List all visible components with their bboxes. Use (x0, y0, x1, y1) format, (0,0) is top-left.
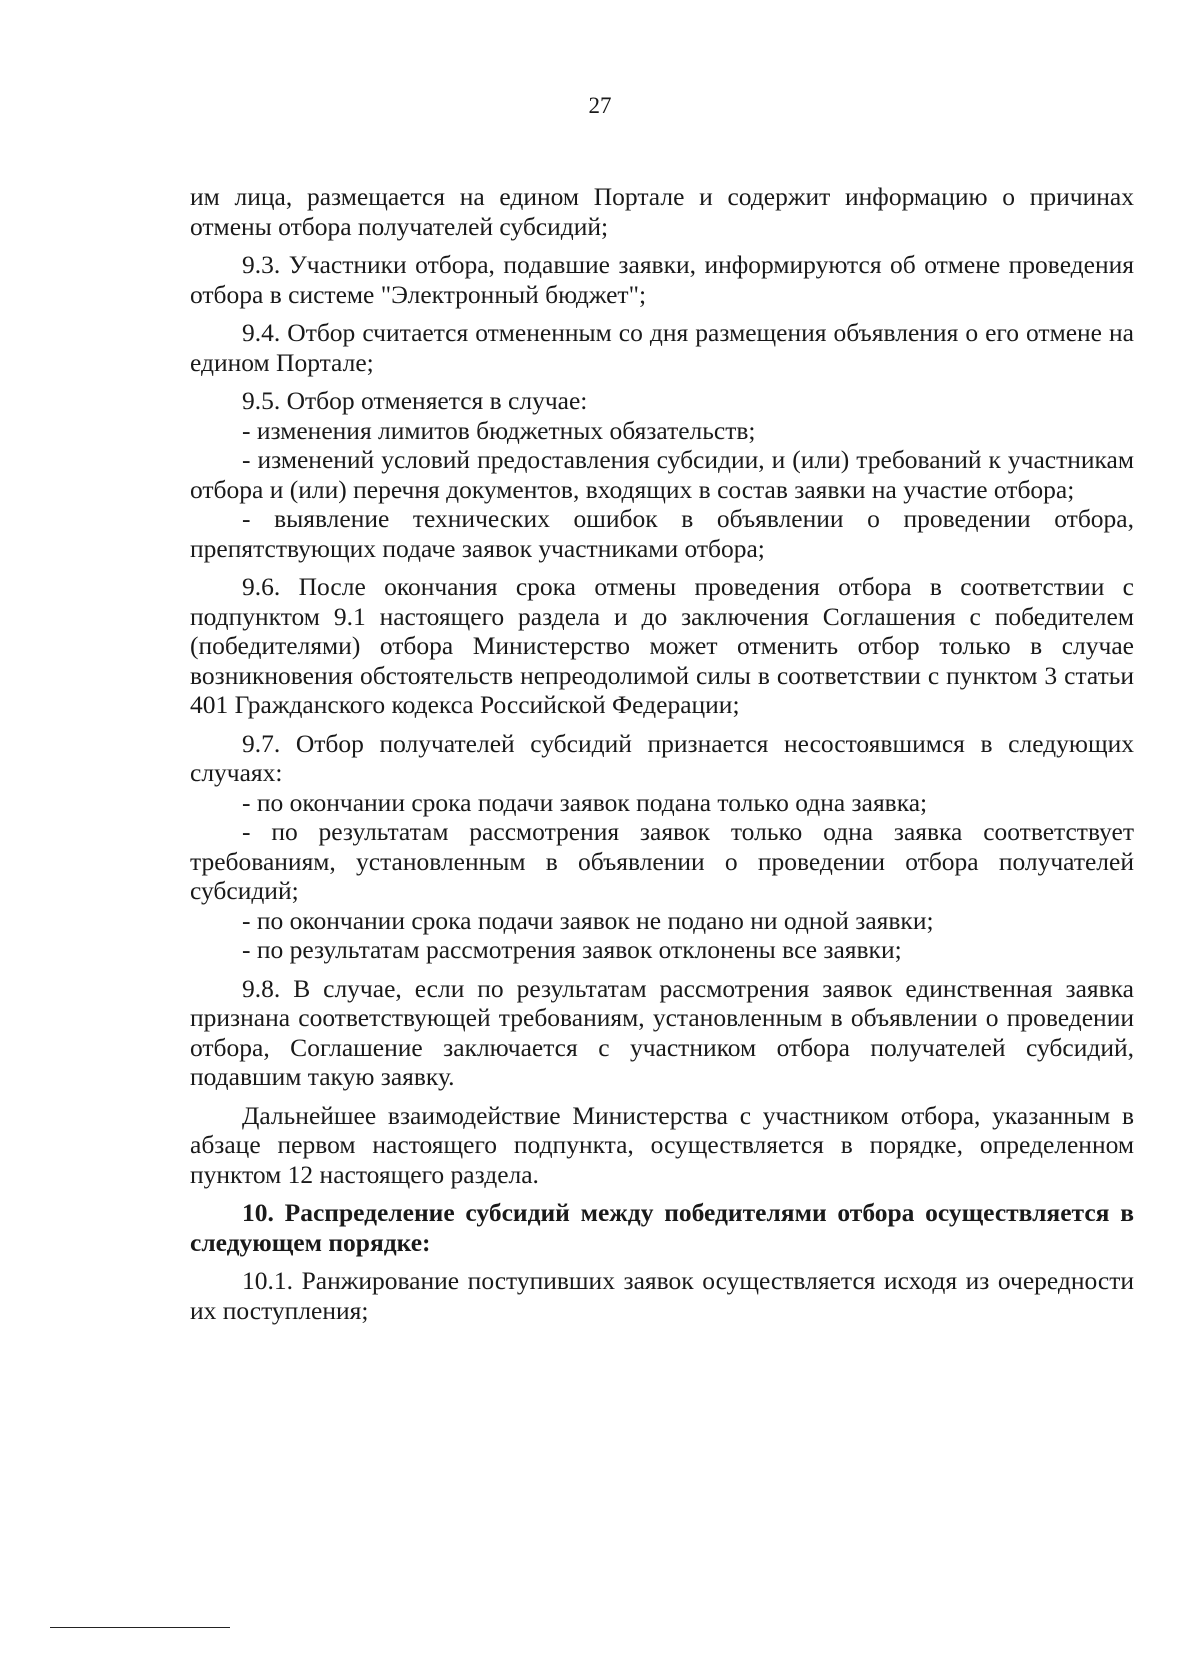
section-heading-10: 10. Распределение субсидий между победителями отбора осуществляется в следующем порядке: (190, 1198, 1134, 1257)
paragraph-9-4: 9.4. Отбор считается отмененным со дня размещения объявления о его отмене на едином Портале; (190, 318, 1134, 377)
list-item: - по окончании срока подачи заявок подана только одна заявка; (242, 787, 928, 817)
paragraph-9-6: 9.6. После окончания срока отмены проведения отбора в соответствии с подпунктом 9.1 настоящего раздела и до заключения Соглашения с победителем (победителями) отбора Министерство может отменить отбор только в случае возникновения обстоятельств непреодолимой силы в соответствии с пунктом 3 статьи 401 Гражданского кодекса Российской Федерации; (190, 572, 1134, 719)
document-body (190, 182, 1134, 1325)
list-item: - изменения лимитов бюджетных обязательств; (242, 415, 756, 445)
list-item: - по окончании срока подачи заявок не подано ни одной заявки; (242, 905, 934, 935)
paragraph-9-8: 9.8. В случае, если по результатам рассмотрения заявок единственная заявка признана соответствующей требованиям, установленным в объявлении о проведении отбора, Соглашение заключается с участником отбора получателей субсидий, подавшим такую заявку. (190, 973, 1134, 1091)
footnote-separator (50, 1627, 230, 1628)
paragraph: им лица, размещается на едином Портале и содержит информацию о причинах отмены отбора получателей субсидий; (190, 182, 1134, 241)
list-item: - по результатам рассмотрения заявок только одна заявка соответствует требованиям, установленным в объявлении о проведении отбора получателей субсидий; (190, 817, 1134, 905)
paragraph-10-1: 10.1. Ранжирование поступивших заявок осуществляется исходя из очередности их поступления; (190, 1266, 1134, 1325)
list-item: - выявление технических ошибок в объявлении о проведении отбора, препятствующих подаче заявок участниками отбора; (190, 504, 1134, 563)
page-number: 27 (588, 93, 612, 118)
list-item: - изменений условий предоставления субсидии, и (или) требований к участникам отбора и (или) перечня документов, входящих в состав заявки на участие отбора; (190, 445, 1134, 504)
paragraph: Дальнейшее взаимодействие Министерства с участником отбора, указанным в абзаце первом настоящего подпункта, осуществляется в порядке, определенном пунктом 12 настоящего раздела. (190, 1100, 1134, 1189)
paragraph-9-3: 9.3. Участники отбора, подавшие заявки, информируются об отмене проведения отбора в системе "Электронный бюджет"; (190, 250, 1134, 309)
paragraph-9-7: 9.7. Отбор получателей субсидий признается несостоявшимся в следующих случаях: (190, 728, 1134, 787)
list-item: - по результатам рассмотрения заявок отклонены все заявки; (242, 935, 902, 964)
paragraph-9-5: 9.5. Отбор отменяется в случае: (242, 386, 588, 415)
